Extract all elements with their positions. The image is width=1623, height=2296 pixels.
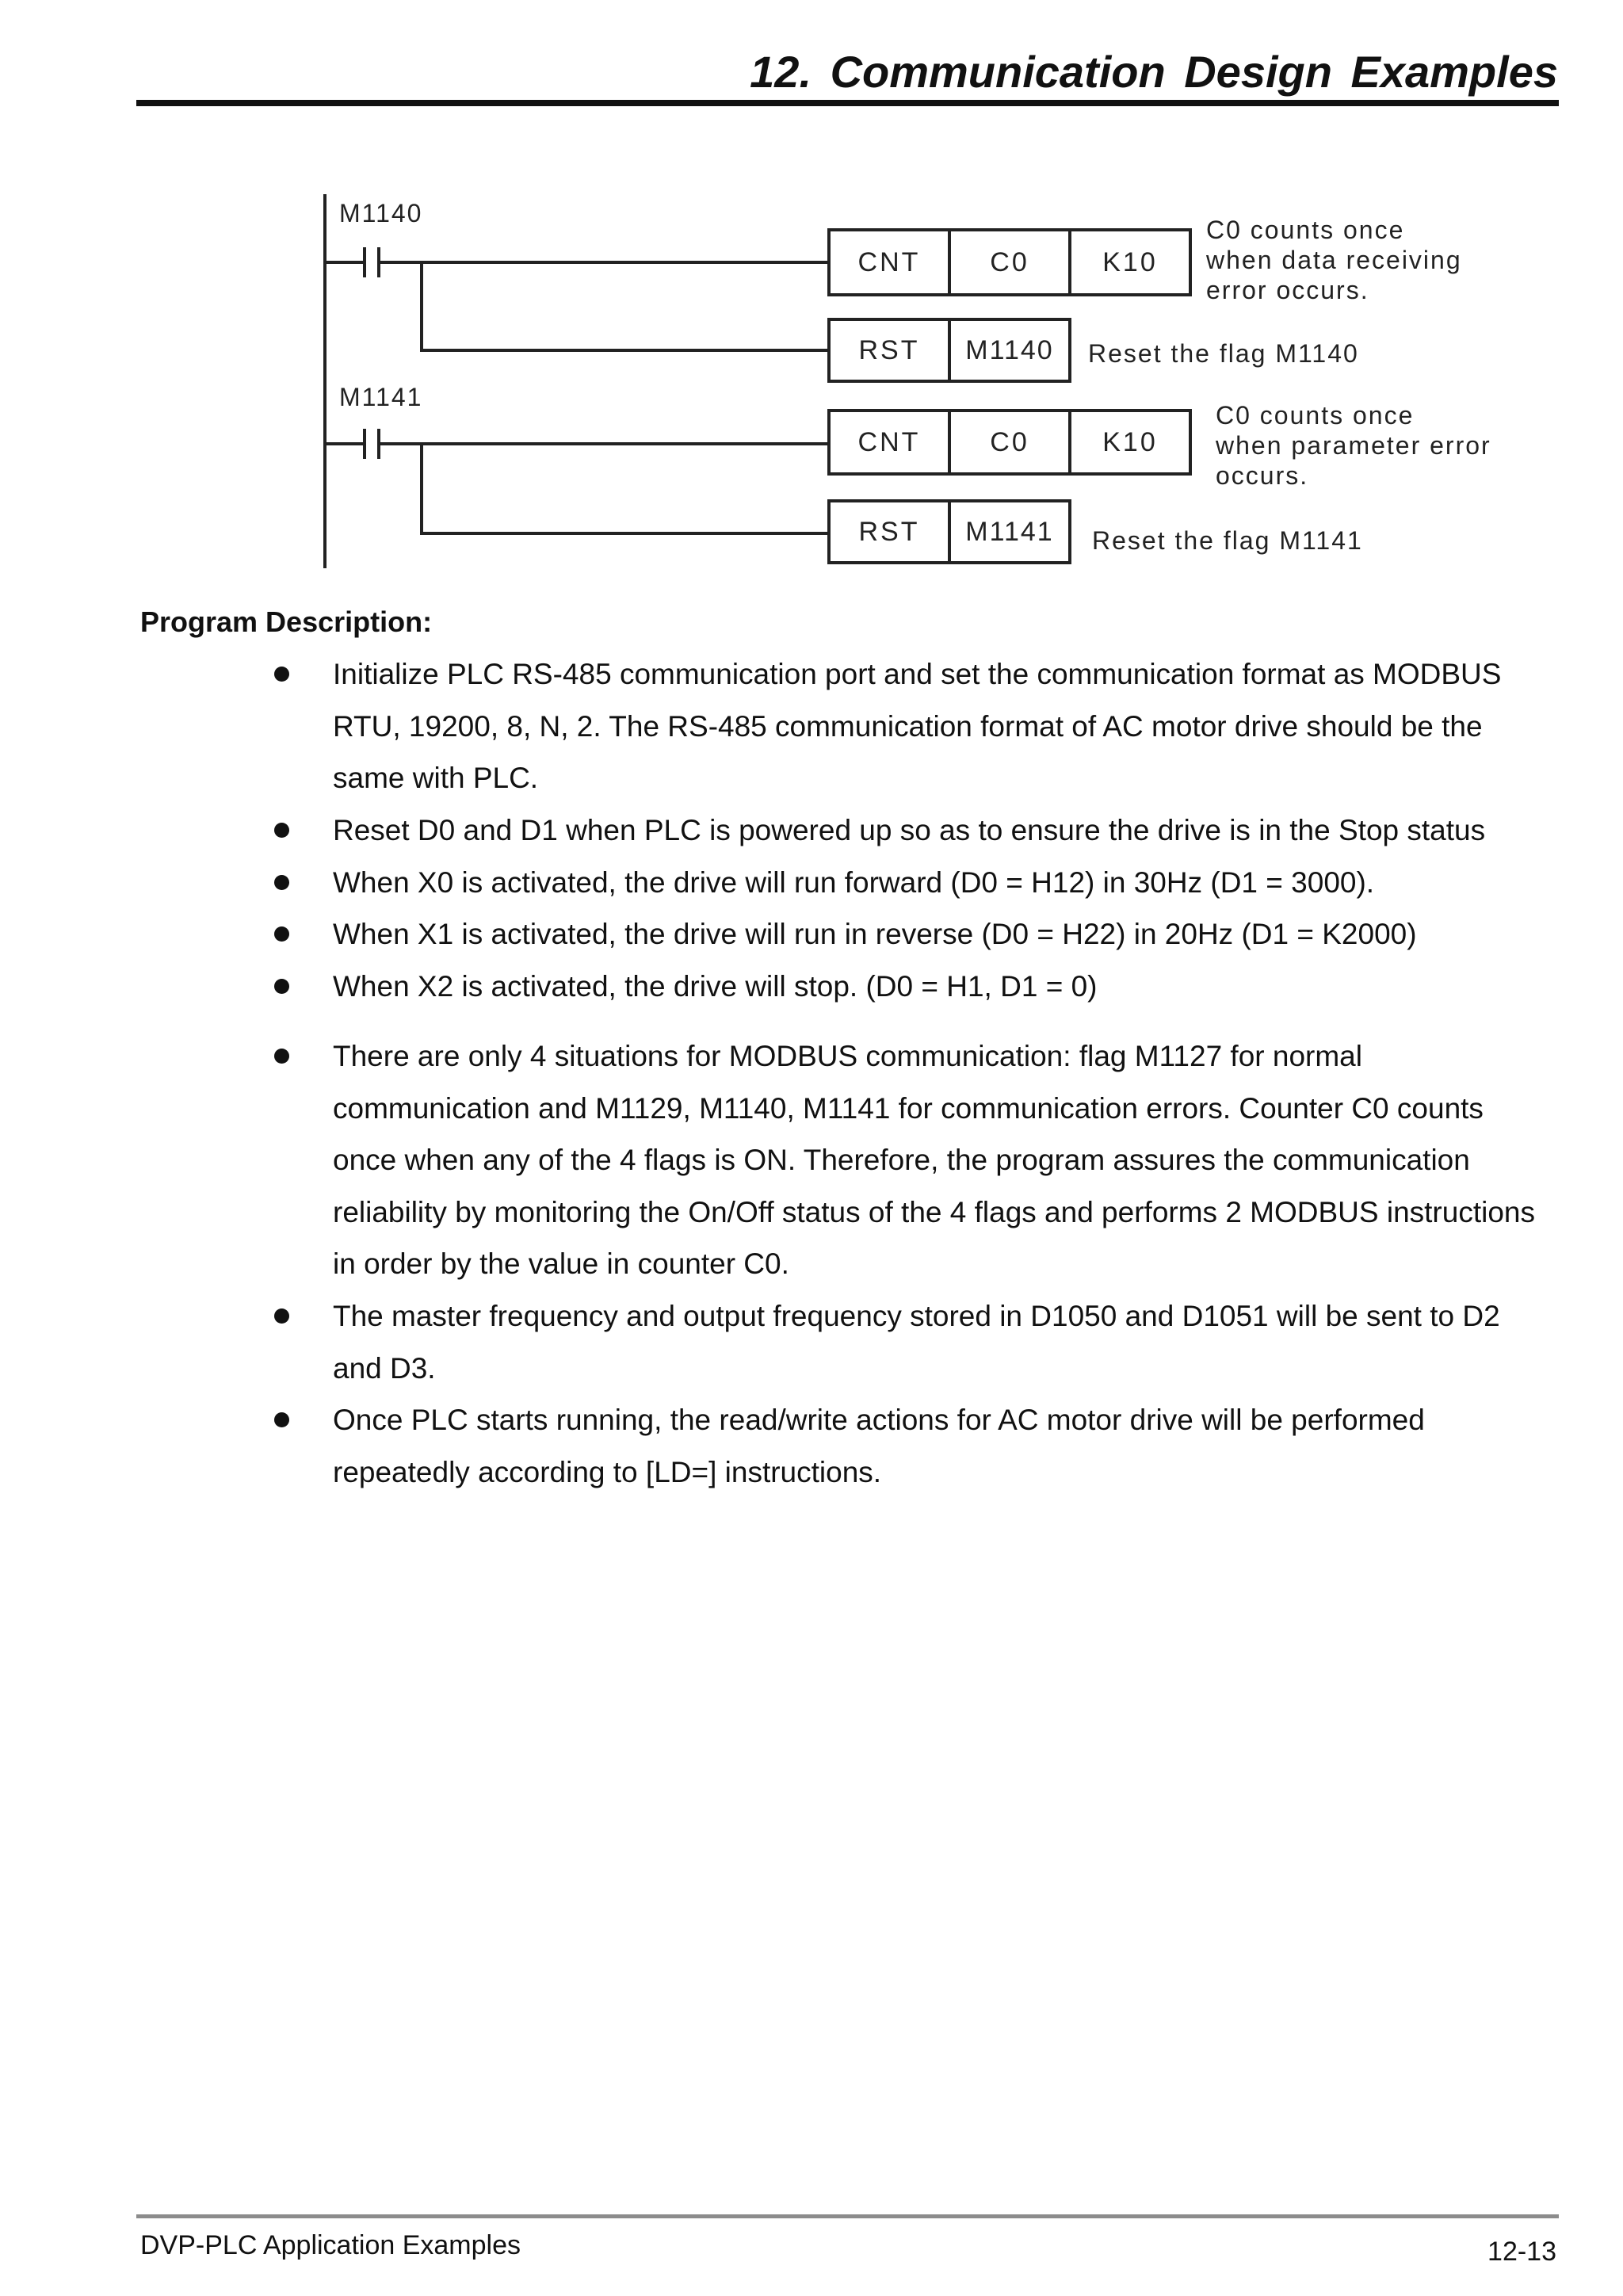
- instruction-comment: error occurs.: [1206, 276, 1369, 304]
- list-item-text: When X2 is activated, the drive will stop. (D0 = H1, D1 = 0): [333, 970, 1098, 1003]
- bullet-icon: [274, 979, 289, 994]
- instruction-comment: Reset the flag M1140: [1088, 339, 1359, 368]
- bullet-icon: [274, 875, 289, 890]
- footer-rule: [136, 2214, 1559, 2218]
- instruction-comment: when parameter error: [1216, 431, 1491, 460]
- footer-document-title: DVP-PLC Application Examples: [140, 2230, 521, 2260]
- instruction-arg: K10: [1102, 247, 1158, 277]
- instruction-arg: C0: [990, 247, 1029, 277]
- list-item-text: The master frequency and output frequency stored in D1050 and D1051 will be sent to D2 and D3.: [333, 1300, 1500, 1385]
- instruction-comment: when data receiving: [1206, 246, 1462, 274]
- instruction-comment: C0 counts once: [1206, 216, 1405, 244]
- ladder-diagram: [0, 0, 1623, 586]
- instruction-comment: C0 counts once: [1216, 401, 1415, 430]
- list-item: [333, 908, 1553, 961]
- contact-label: M1141: [339, 383, 423, 411]
- list-item-text: Initialize PLC RS-485 communication port and set the communication format as MODBUS RTU, 19200, 8, N, 2. The RS-485 communication format of AC motor drive should be the same with PLC.: [333, 658, 1502, 794]
- instruction-comment: Reset the flag M1141: [1092, 526, 1363, 555]
- list-item-text: Reset D0 and D1 when PLC is powered up so as to ensure the drive is in the Stop status: [333, 814, 1486, 846]
- instruction-comment: occurs.: [1216, 461, 1309, 490]
- contact-m1140: [325, 247, 829, 350]
- list-item: [333, 1394, 1553, 1498]
- instruction-op: CNT: [857, 247, 921, 277]
- instruction-arg: K10: [1102, 427, 1158, 457]
- list-item-text: When X1 is activated, the drive will run in reverse (D0 = H22) in 20Hz (D1 = K2000): [333, 918, 1417, 950]
- list-item: [333, 804, 1553, 857]
- page-header-title: 12. Communication Design Examples: [750, 47, 1558, 97]
- bullet-icon: [274, 1049, 289, 1064]
- instruction-op: RST: [858, 517, 920, 547]
- list-item: [333, 648, 1553, 804]
- instruction-arg: C0: [990, 427, 1029, 457]
- instruction-op: RST: [858, 335, 920, 365]
- contact-label: M1140: [339, 199, 423, 227]
- bullet-icon: [274, 823, 289, 838]
- footer-page-number: 12-13: [1487, 2237, 1556, 2267]
- instruction-arg: M1141: [965, 517, 1054, 547]
- instruction-op: CNT: [857, 427, 921, 457]
- instruction-arg: M1140: [965, 335, 1054, 365]
- bullet-icon: [274, 1412, 289, 1427]
- bullet-icon: [274, 667, 289, 682]
- list-item: [333, 1030, 1553, 1290]
- list-item: [333, 857, 1553, 909]
- list-item: [333, 1290, 1553, 1394]
- contact-m1141: [325, 429, 829, 533]
- list-item: [333, 961, 1553, 1013]
- program-description-heading: Program Description:: [140, 606, 433, 638]
- bullet-icon: [274, 926, 289, 942]
- list-item-text: When X0 is activated, the drive will run forward (D0 = H12) in 30Hz (D1 = 3000).: [333, 866, 1375, 899]
- list-item-text: Once PLC starts running, the read/write actions for AC motor drive will be performed repeatedly according to [LD=] instructions.: [333, 1404, 1425, 1488]
- bullet-icon: [274, 1308, 289, 1324]
- list-item-text: There are only 4 situations for MODBUS communication: flag M1127 for normal communication and M1129, M1140, M1141 for communication errors. Counter C0 counts once when any of the 4 flags is ON. Therefore, the program assures the communication reliability by monitoring the On/Off status of the 4 flags and performs 2 MODBUS instructions in order by the value in counter C0.: [333, 1040, 1535, 1280]
